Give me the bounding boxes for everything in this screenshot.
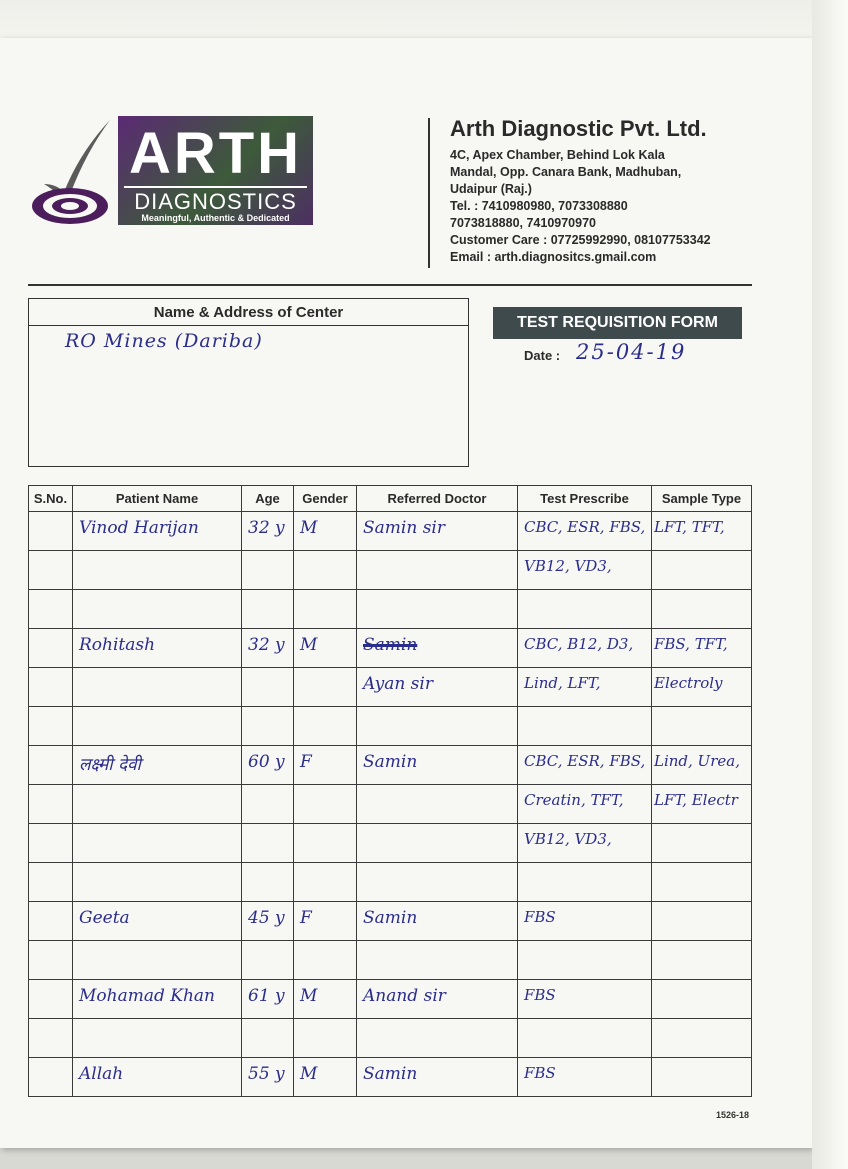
cell-referred-doctor[interactable] bbox=[357, 824, 518, 863]
cell-sno[interactable] bbox=[29, 863, 73, 902]
cell-gender[interactable] bbox=[294, 1058, 357, 1097]
cell-age[interactable] bbox=[242, 941, 294, 980]
cell-age[interactable] bbox=[242, 980, 294, 1019]
address-line: Tel. : 7410980980, 7073308880 bbox=[450, 199, 628, 213]
table-header-row bbox=[29, 486, 752, 512]
cell-age[interactable] bbox=[242, 551, 294, 590]
table-row bbox=[29, 941, 752, 980]
cell-test-prescribe[interactable] bbox=[518, 902, 652, 941]
cell-gender[interactable] bbox=[294, 902, 357, 941]
table-row bbox=[29, 746, 752, 785]
handwritten-entry: Vinod Harijan bbox=[79, 518, 199, 538]
handwritten-entry: 60 y bbox=[248, 752, 285, 772]
company-name: Arth Diagnostic Pvt. Ltd. bbox=[450, 116, 707, 141]
cell-patient-name[interactable] bbox=[73, 746, 242, 785]
cell-age[interactable] bbox=[242, 824, 294, 863]
handwritten-entry: M bbox=[300, 518, 318, 538]
handwritten-entry: CBC, ESR, FBS, bbox=[524, 752, 646, 770]
table-row bbox=[29, 629, 752, 668]
address-line: 4C, Apex Chamber, Behind Lok Kala bbox=[450, 148, 665, 162]
cell-age[interactable] bbox=[242, 1019, 294, 1058]
cell-sno[interactable] bbox=[29, 785, 73, 824]
cell-patient-name[interactable] bbox=[73, 1058, 242, 1097]
handwritten-entry: Ayan sir bbox=[363, 674, 433, 694]
handwritten-entry: Samin bbox=[363, 635, 418, 655]
handwritten-entry: लक्ष्मी देवी bbox=[79, 755, 141, 775]
cell-patient-name[interactable] bbox=[73, 980, 242, 1019]
cell-gender[interactable] bbox=[294, 863, 357, 902]
cell-sample-type[interactable] bbox=[652, 746, 752, 785]
cell-gender[interactable] bbox=[294, 785, 357, 824]
cell-sno[interactable] bbox=[29, 668, 73, 707]
cell-age[interactable] bbox=[242, 1058, 294, 1097]
center-address-header: Name & Address of Center bbox=[29, 299, 468, 326]
cell-test-prescribe[interactable] bbox=[518, 1019, 652, 1058]
cell-sample-type[interactable] bbox=[652, 863, 752, 902]
cell-patient-name[interactable] bbox=[73, 1019, 242, 1058]
cell-patient-name[interactable] bbox=[73, 941, 242, 980]
table-row bbox=[29, 1019, 752, 1058]
logo-target-icon bbox=[30, 118, 114, 228]
table-row bbox=[29, 902, 752, 941]
cell-test-prescribe[interactable] bbox=[518, 590, 652, 629]
cell-age[interactable] bbox=[242, 902, 294, 941]
cell-referred-doctor[interactable] bbox=[357, 551, 518, 590]
column-header: Gender bbox=[294, 486, 357, 512]
cell-gender[interactable] bbox=[294, 941, 357, 980]
cell-gender[interactable] bbox=[294, 707, 357, 746]
column-header: Referred Doctor bbox=[357, 486, 518, 512]
address-line: Customer Care : 07725992990, 08107753342 bbox=[450, 233, 711, 247]
cell-test-prescribe[interactable] bbox=[518, 668, 652, 707]
handwritten-entry: FBS, TFT, bbox=[654, 635, 728, 653]
column-header: Sample Type bbox=[652, 486, 752, 512]
cell-gender[interactable] bbox=[294, 980, 357, 1019]
handwritten-entry: FBS bbox=[524, 908, 556, 926]
cell-sample-type[interactable] bbox=[652, 1058, 752, 1097]
logo-box bbox=[118, 116, 313, 225]
cell-sample-type[interactable] bbox=[652, 902, 752, 941]
handwritten-entry: Anand sir bbox=[363, 986, 446, 1006]
cell-referred-doctor[interactable] bbox=[357, 668, 518, 707]
header-divider bbox=[428, 118, 430, 268]
handwritten-entry: F bbox=[300, 752, 312, 772]
handwritten-entry: M bbox=[300, 1064, 318, 1084]
cell-referred-doctor[interactable] bbox=[357, 629, 518, 668]
cell-sno[interactable] bbox=[29, 512, 73, 551]
cell-age[interactable] bbox=[242, 629, 294, 668]
handwritten-entry: F bbox=[300, 908, 312, 928]
handwritten-entry: Samin sir bbox=[363, 518, 445, 538]
column-header: S.No. bbox=[29, 486, 73, 512]
handwritten-entry: 45 y bbox=[248, 908, 285, 928]
cell-patient-name[interactable] bbox=[73, 707, 242, 746]
handwritten-entry: 55 y bbox=[248, 1064, 285, 1084]
table-row bbox=[29, 785, 752, 824]
cell-gender[interactable] bbox=[294, 512, 357, 551]
cell-test-prescribe[interactable] bbox=[518, 863, 652, 902]
cell-age[interactable] bbox=[242, 746, 294, 785]
handwritten-entry: FBS bbox=[524, 1064, 556, 1082]
cell-gender[interactable] bbox=[294, 551, 357, 590]
table-row bbox=[29, 1058, 752, 1097]
handwritten-entry: Allah bbox=[79, 1064, 124, 1084]
cell-test-prescribe[interactable] bbox=[518, 824, 652, 863]
handwritten-entry: Rohitash bbox=[79, 635, 156, 655]
form-code: 1526-18 bbox=[716, 1110, 750, 1120]
table-row bbox=[29, 980, 752, 1019]
table-row bbox=[29, 824, 752, 863]
handwritten-entry: Mohamad Khan bbox=[79, 986, 215, 1006]
logo-subtitle: DIAGNOSTICS bbox=[124, 186, 307, 215]
cell-patient-name[interactable] bbox=[73, 785, 242, 824]
column-header: Test Prescribe bbox=[518, 486, 652, 512]
cell-test-prescribe[interactable] bbox=[518, 707, 652, 746]
cell-sample-type[interactable] bbox=[652, 551, 752, 590]
cell-age[interactable] bbox=[242, 512, 294, 551]
cell-sno[interactable] bbox=[29, 629, 73, 668]
cell-test-prescribe[interactable] bbox=[518, 512, 652, 551]
cell-sample-type[interactable] bbox=[652, 590, 752, 629]
logo-tagline: Meaningful, Authentic & Dedicated bbox=[141, 213, 290, 223]
handwritten-entry: M bbox=[300, 635, 318, 655]
cell-test-prescribe[interactable] bbox=[518, 746, 652, 785]
cell-patient-name[interactable] bbox=[73, 551, 242, 590]
handwritten-entry: Samin bbox=[363, 752, 418, 772]
date-label: Date : bbox=[524, 348, 561, 363]
handwritten-entry: CBC, ESR, FBS, bbox=[524, 518, 646, 536]
cell-gender[interactable] bbox=[294, 668, 357, 707]
cell-sample-type[interactable] bbox=[652, 512, 752, 551]
cell-sno[interactable] bbox=[29, 941, 73, 980]
handwritten-entry: Samin bbox=[363, 1064, 418, 1084]
cell-age[interactable] bbox=[242, 668, 294, 707]
handwritten-entry: 61 y bbox=[248, 986, 285, 1006]
handwritten-entry: M bbox=[300, 986, 318, 1006]
cell-test-prescribe[interactable] bbox=[518, 785, 652, 824]
cell-age[interactable] bbox=[242, 863, 294, 902]
cell-sno[interactable] bbox=[29, 551, 73, 590]
cell-patient-name[interactable] bbox=[73, 629, 242, 668]
form-title-banner: TEST REQUISITION FORM bbox=[493, 307, 742, 339]
cell-sno[interactable] bbox=[29, 1019, 73, 1058]
paper-top-edge bbox=[0, 0, 848, 40]
cell-referred-doctor[interactable] bbox=[357, 941, 518, 980]
cell-sample-type[interactable] bbox=[652, 668, 752, 707]
handwritten-entry: Geeta bbox=[79, 908, 130, 928]
cell-age[interactable] bbox=[242, 785, 294, 824]
cell-referred-doctor[interactable] bbox=[357, 785, 518, 824]
table-row bbox=[29, 707, 752, 746]
handwritten-entry: Electroly bbox=[654, 674, 723, 692]
cell-sno[interactable] bbox=[29, 824, 73, 863]
center-address-value[interactable]: RO Mines (Dariba) bbox=[65, 330, 263, 352]
cell-gender[interactable] bbox=[294, 746, 357, 785]
logo-word: ARTH bbox=[128, 121, 303, 186]
cell-gender[interactable] bbox=[294, 590, 357, 629]
cell-test-prescribe[interactable] bbox=[518, 551, 652, 590]
handwritten-entry: Lind, LFT, bbox=[524, 674, 601, 692]
requisition-table bbox=[28, 485, 752, 1097]
handwritten-entry: Lind, Urea, bbox=[654, 752, 740, 770]
address-line: Udaipur (Raj.) bbox=[450, 182, 532, 196]
table-row bbox=[29, 590, 752, 629]
cell-gender[interactable] bbox=[294, 629, 357, 668]
handwritten-entry: VB12, VD3, bbox=[524, 557, 612, 575]
cell-referred-doctor[interactable] bbox=[357, 746, 518, 785]
cell-sno[interactable] bbox=[29, 1058, 73, 1097]
cell-test-prescribe[interactable] bbox=[518, 941, 652, 980]
column-header: Patient Name bbox=[73, 486, 242, 512]
handwritten-entry: Samin bbox=[363, 908, 418, 928]
cell-sample-type[interactable] bbox=[652, 1019, 752, 1058]
center-address-box bbox=[28, 298, 469, 467]
cell-test-prescribe[interactable] bbox=[518, 629, 652, 668]
cell-test-prescribe[interactable] bbox=[518, 980, 652, 1019]
cell-referred-doctor[interactable] bbox=[357, 863, 518, 902]
handwritten-entry: Creatin, TFT, bbox=[524, 791, 624, 809]
handwritten-entry: 32 y bbox=[248, 518, 285, 538]
cell-patient-name[interactable] bbox=[73, 863, 242, 902]
cell-test-prescribe[interactable] bbox=[518, 1058, 652, 1097]
cell-sno[interactable] bbox=[29, 707, 73, 746]
cell-referred-doctor[interactable] bbox=[357, 1019, 518, 1058]
cell-sample-type[interactable] bbox=[652, 785, 752, 824]
cell-age[interactable] bbox=[242, 590, 294, 629]
cell-referred-doctor[interactable] bbox=[357, 512, 518, 551]
cell-age[interactable] bbox=[242, 707, 294, 746]
column-header: Age bbox=[242, 486, 294, 512]
cell-sno[interactable] bbox=[29, 902, 73, 941]
cell-sample-type[interactable] bbox=[652, 824, 752, 863]
cell-patient-name[interactable] bbox=[73, 668, 242, 707]
address-line: Mandal, Opp. Canara Bank, Madhuban, bbox=[450, 165, 682, 179]
paper-right-edge bbox=[812, 0, 848, 1169]
address-line: 7073818880, 7410970970 bbox=[450, 216, 596, 230]
cell-patient-name[interactable] bbox=[73, 512, 242, 551]
cell-patient-name[interactable] bbox=[73, 824, 242, 863]
cell-referred-doctor[interactable] bbox=[357, 902, 518, 941]
cell-referred-doctor[interactable] bbox=[357, 590, 518, 629]
table-row bbox=[29, 512, 752, 551]
cell-gender[interactable] bbox=[294, 1019, 357, 1058]
cell-sno[interactable] bbox=[29, 590, 73, 629]
handwritten-entry: LFT, Electr bbox=[654, 791, 738, 809]
cell-sample-type[interactable] bbox=[652, 941, 752, 980]
handwritten-entry: FBS bbox=[524, 986, 556, 1004]
cell-sample-type[interactable] bbox=[652, 707, 752, 746]
handwritten-entry: 32 y bbox=[248, 635, 285, 655]
cell-sno[interactable] bbox=[29, 980, 73, 1019]
date-value[interactable]: 25-04-19 bbox=[576, 340, 687, 364]
cell-referred-doctor[interactable] bbox=[357, 1058, 518, 1097]
cell-referred-doctor[interactable] bbox=[357, 707, 518, 746]
address-line: Email : arth.diagnositcs.gmail.com bbox=[450, 250, 657, 264]
handwritten-entry: LFT, TFT, bbox=[654, 518, 725, 536]
table-row bbox=[29, 551, 752, 590]
handwritten-entry: CBC, B12, D3, bbox=[524, 635, 634, 653]
handwritten-entry: VB12, VD3, bbox=[524, 830, 612, 848]
cell-sample-type[interactable] bbox=[652, 629, 752, 668]
table-row bbox=[29, 863, 752, 902]
cell-patient-name[interactable] bbox=[73, 902, 242, 941]
header-rule bbox=[28, 284, 752, 286]
cell-sno[interactable] bbox=[29, 746, 73, 785]
cell-sample-type[interactable] bbox=[652, 980, 752, 1019]
table-row bbox=[29, 668, 752, 707]
cell-referred-doctor[interactable] bbox=[357, 980, 518, 1019]
cell-gender[interactable] bbox=[294, 824, 357, 863]
cell-patient-name[interactable] bbox=[73, 590, 242, 629]
company-address bbox=[450, 147, 711, 266]
